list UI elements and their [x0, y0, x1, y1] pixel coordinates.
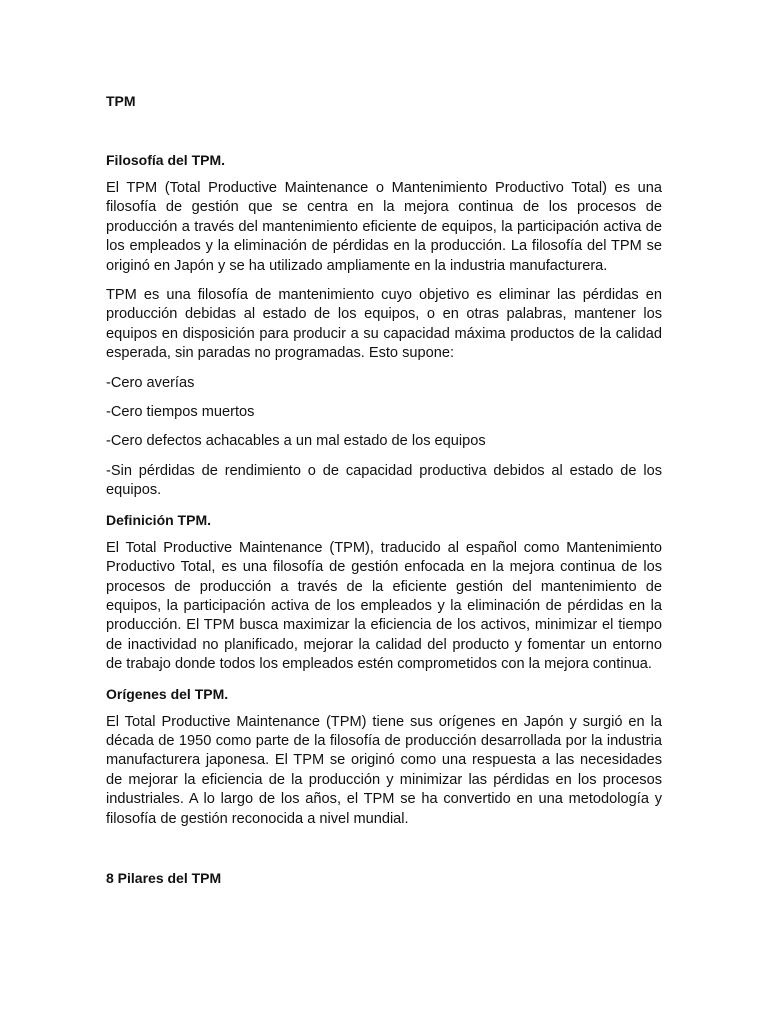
paragraph-origenes: El Total Productive Maintenance (TPM) tiene sus orígenes en Japón y surgió en la década de 1950 como parte de la filosofía de producción desarrollada por la industria manufacturera japonesa. El TPM se originó como una respuesta a las necesidades de mejorar la eficiencia de la producción y minimizar las pérdidas en los procesos industriales. A lo largo de los años, el TPM se ha convertido en una metodología y filosofía de gestión reconocida a nivel mundial. [106, 713, 662, 827]
paragraph-definicion: El Total Productive Maintenance (TPM), traducido al español como Mantenimiento Productivo Total, es una filosofía de gestión enfocada en la mejora continua de los procesos de producción a través de la eficiente gestión del mantenimiento de equipos, la participación activa de los empleados y la eliminación de pérdidas en la producción. El TPM busca maximizar la eficiencia de los activos, minimizar el tiempo de inactividad no planificado, mejorar la calidad del producto y fomentar un entorno de trabajo donde todos los empleados estén comprometidos con la mejora continua. [106, 539, 662, 673]
paragraph-filosofia-2: TPM es una filosofía de mantenimiento cuyo objetivo es eliminar las pérdidas en producción debidas al estado de los equipos, o en otras palabras, mantener los equipos en disposición para producir a su capacidad máxima productos de la calidad esperada, sin paradas no programadas. Esto supone: [106, 287, 662, 362]
list-item-sin-perdidas: -Sin pérdidas de rendimiento o de capacidad productiva debidos al estado de los equipos. [106, 462, 662, 499]
heading-pilares: 8 Pilares del TPM [106, 869, 222, 886]
heading-definicion: Definición TPM. [106, 511, 211, 528]
heading-filosofia: Filosofía del TPM. [106, 152, 226, 168]
document-title: TPM [106, 93, 136, 109]
paragraph-filosofia-1: El TPM (Total Productive Maintenance o Mantenimiento Productivo Total) es una filosofía de gestión que se centra en la mejora continua de los procesos de producción a través del mantenimiento eficiente de equipos, la participación activa de los empleados y la eliminación de pérdidas en la producción. La filosofía del TPM se originó en Japón y se ha utilizado ampliamente en la industria manufacturera. [106, 180, 662, 274]
heading-origenes: Orígenes del TPM. [106, 685, 229, 702]
list-item-cero-defectos: -Cero defectos achacables a un mal estado de los equipos [106, 433, 486, 450]
list-item-cero-averias: -Cero averías [106, 374, 195, 391]
list-item-cero-tiempos-muertos: -Cero tiempos muertos [106, 404, 255, 421]
document-page [106, 92, 662, 887]
